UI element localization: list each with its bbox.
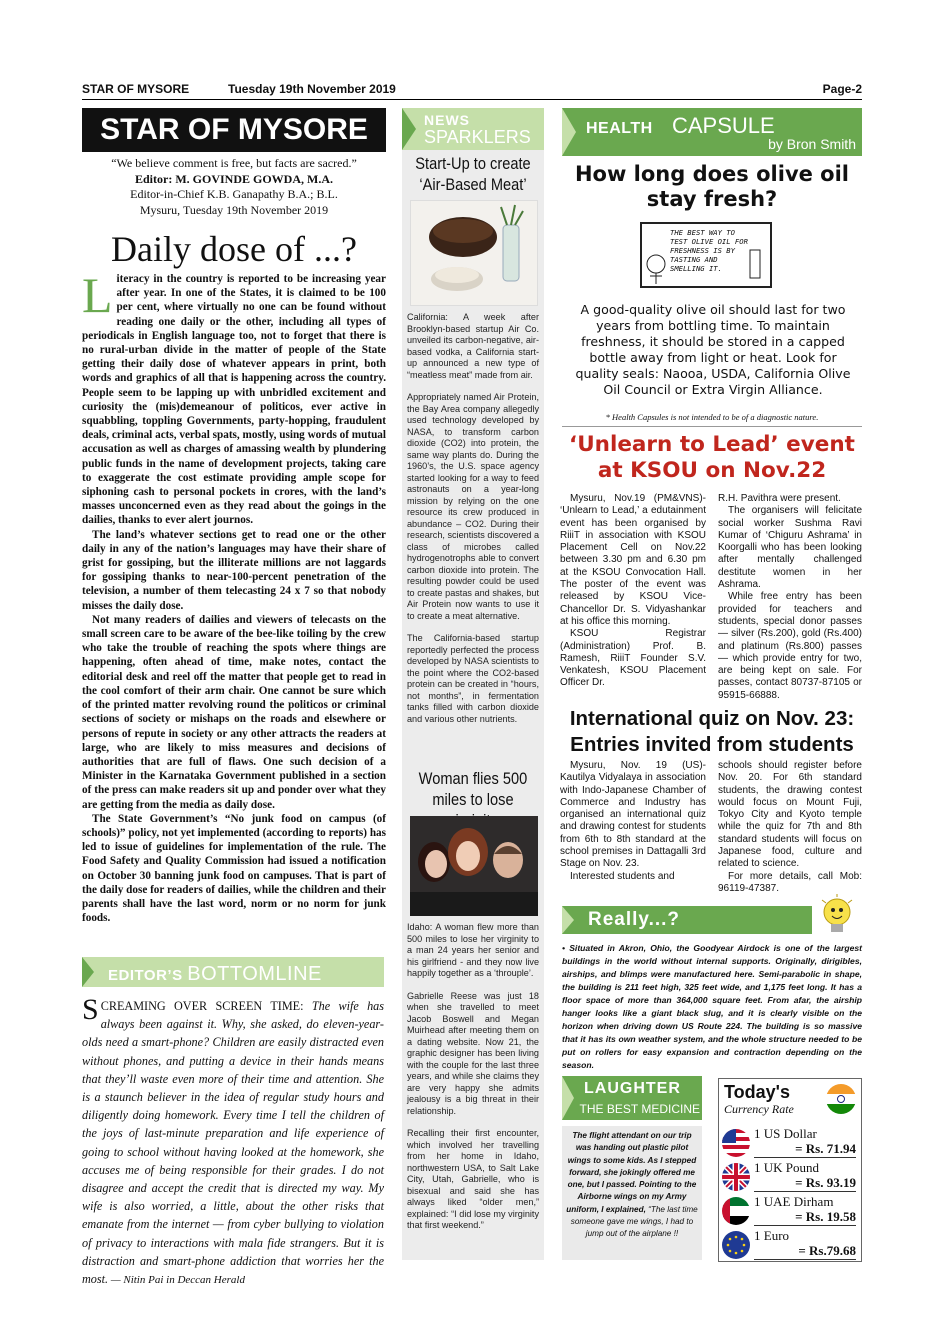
- story2-headline: Woman flies 500 miles to lose: [418, 769, 528, 809]
- story1-headline: Start-Up to create ‘Air-Based Meat’: [415, 154, 531, 194]
- rate-row-gbp: [722, 1160, 858, 1194]
- masthead-info: [82, 156, 386, 218]
- editorial-paragraph: The land’s whatever sections get to read one or the other daily in any of the nation’s languages may have their share of grist for gossiping, but the illiterate millions are not laggards for gossiping thanks to near-100-percent penetration of the television, a number of them telecasting 24 x 7 so that nobody misses the daily dose.: [82, 528, 386, 612]
- masthead-chief: Editor-in-Chief K.B. Ganapathy B.A.; B.L.: [130, 187, 338, 201]
- laughter-header: [562, 1076, 702, 1120]
- health-label-a: HEALTH: [586, 120, 653, 137]
- laughter-body: [562, 1126, 702, 1260]
- unlearn-paragraph: R.H. Pavithra were present.: [718, 493, 841, 504]
- olive-oil-cartoon: [640, 222, 772, 288]
- page-header: [82, 80, 862, 100]
- story1-paragraph: California: A week after Brooklyn-based startup Air Co. unveiled its carbon-negative, air-based vodka, a California start-up announced a new type of “meatless meat” made from air.: [407, 312, 539, 380]
- quiz-col2: [718, 760, 862, 895]
- rate-name: 1 US Dollar: [754, 1126, 817, 1141]
- rate-name: 1 UK Pound: [754, 1160, 820, 1175]
- quiz-headline: International quiz on Nov. 23: Entries invited from students: [569, 707, 855, 756]
- editorial-body: [82, 267, 386, 925]
- editorial-title: Daily dose of ...?: [111, 229, 357, 269]
- unlearn-paragraph: KSOU Registrar (Administration) Prof. B. Ramesh, RiiiT Founder S.V. Venkatesh, KSOU Placement Officer Dr.: [560, 628, 706, 689]
- bottomline-label-b: BOTTOMLINE: [187, 963, 322, 985]
- masthead: STAR OF MYSORE: [82, 108, 386, 152]
- laughter-text: The flight attendant on our trip was handing out plastic pilot wings to some kids. As I stepped forward, she jokingly offered me one, but I passed. Pointing to the Airborne wings on my Army uniform, I explained,: [566, 1131, 697, 1214]
- health-capsule-header: [562, 108, 862, 156]
- really-header: [562, 906, 812, 934]
- editorial-paragraph: iteracy in the country is reported to be increasing year after year. In one of the States, it is claimed to be 100 per cent, where virtually no one can be found without reading one daily or the other, including all types of periodicals in English language too, not to forget that there is no rural-urban divide in the matter of people of the State getting their daily dose of whatever appears in print, both words and graphics of all that is happening across the country. People seem to be lapping up with unbridled excitement and curiosity the (mis)demeanour of politicos, ever active in squabbling, toppling Governments, party-hopping, fraudulent deals, criminal acts, verbal spats, mostly, using words of mutual accusation as well as charges of amassing wealth by plundering public funds in the name of development projects, taking care to exaggerate the cost estimate providing ample scope for siphoning cash to personal pockets in crores, with the land’s masses unconcerned even as they read about the goings in the dailies, thanks to ever alert journos.: [82, 273, 386, 527]
- news-label-b: SPARKLERS: [424, 127, 531, 147]
- quiz-paragraph: schools should register before Nov. 20. For 6th standard students, the drawing contest would focus on Mount Fuji, Tokyo City and Kyoto temple while the quiz for 7th and 8th standard students will focus on Japanese food, culture and related to science.: [718, 760, 862, 870]
- bottomline-arrow: [82, 957, 94, 987]
- laughter-label-a: LAUGHTER: [584, 1080, 681, 1097]
- rate-value: = Rs. 19.58: [754, 1209, 856, 1226]
- masthead-quote: “We believe comment is free, but facts are sacred.”: [111, 156, 357, 170]
- rate-subtitle: Currency Rate: [724, 1102, 794, 1116]
- editorial-paragraph: Not many readers of dailies and viewers of telecasts on the small screen care to be aware of the bee-like toiling by the crew who take the trouble of reaching the spots where things are happening, often ahead of time, make notes, contact the editorial desk and reel off the matter that people get to read in the cool comfort of their arm chair. One cannot be sure which of the printed matter revolving round the politicos or criminal sections of society or mishaps on the roads and elsewhere or persons of repute in society or any other attracts the readers at large, who are likely to miss measures and decisions of authorities that are full of flaws. One such decision of a Minister in the Karnataka Government published in a section of the press can make readers sit up and ponder over what they are getting from the media as daily dose.: [82, 613, 386, 811]
- usa-flag-icon: [722, 1129, 750, 1157]
- health-question: How long does olive oil stay fresh?: [574, 162, 850, 211]
- rate-row-eur: [722, 1228, 858, 1262]
- quiz-col1: [560, 760, 706, 883]
- air-meat-photo: [410, 200, 538, 306]
- really-label: Really...?: [588, 909, 681, 930]
- news-arrow: [402, 108, 416, 150]
- quiz-paragraph: Interested students and: [570, 870, 675, 882]
- bottomline-dropcap: S: [82, 993, 99, 1026]
- lightbulb-icon: [818, 894, 856, 940]
- uk-flag-icon: [722, 1163, 750, 1191]
- health-byline: by Bron Smith: [768, 136, 856, 152]
- bottomline-text: The wife has always been against it. Why, she asked, do eleven-year-olds need a smart-phone? Children are easily distracted even without phones, and putting a device in their hands means that they’ll waste even more of their time and attention. She is a staunch believer in the idea of regular study hours and diligently doing homework. Every time I tell the children of the joys of last-minute preparation and life experience of going to school without having looked at the homework, she accuses me of being responsible for their grades. I do not disagree and accept the credit that is directed my way. My wife is also worried, a little, about the other risks that emanate from the internet — from cyber bullying to violation of privacy to interactions with mala fide strangers. But it is distraction and smart-phone addiction that worries her the most.: [82, 999, 384, 1287]
- unlearn-paragraph: While free entry has been provided for teachers and students, special donor passes — silver (Rs.200), gold (Rs.400) and platinum (Rs.800) passes — which provide entry for two, are being kept on sale. For passes, contact 80737-87105 or 95915-66888.: [718, 591, 862, 701]
- eu-flag-icon: [722, 1231, 750, 1259]
- india-flag-icon: [826, 1084, 856, 1114]
- bottomline-credit: — Nitin Pai in Deccan Herald: [108, 1274, 245, 1287]
- masthead-editor: Editor: M. GOVINDE GOWDA, M.A.: [135, 171, 333, 186]
- unlearn-paragraph: The organisers will felicitate social worker Sushma Ravi Kumar of ‘Chiguru Ashrama’ in Koorgalli who has been looking after mentally challenged destitute women in her Ashrama.: [718, 505, 862, 591]
- really-arrow: [562, 906, 574, 934]
- throuple-photo: [410, 816, 538, 916]
- rate-value: = Rs.79.68: [754, 1243, 856, 1260]
- health-body: A good-quality olive oil should last for two years from bottling time. To maintain freshness, it should be stored in a capped bottle away from light or heat. Look for quality seals: Naooa, USDA, California Olive Oil Council or Extra Virgin Alliance.: [575, 302, 851, 397]
- really-body: • Situated in Akron, Ohio, the Goodyear Airdock is one of the largest buildings in the world without internal supports. Originally, dirigibles, airships, and blimps were manufactured here. Semi-parabolic in shape, the building is 211 feet high, 325 feet wide, and 1,175 feet long. It has a floor space of more than 364,000 square feet. From afar, the airship hanger looks like a giant black slug, and it is clearly visible on the horizon when driving down US Route 224. The building is so massive that it has its own weather system, and the whole structure needed to be put on rollers for easy expansion and contraction depending on the season.: [562, 943, 862, 1070]
- uae-flag-icon: [722, 1197, 750, 1225]
- editorial-paragraph: The State Government’s “No junk food on campus (of schools)” policy, not yet implemented (according to reports) has led to issue of guidelines for implementation of the rule. The Food Safety and Quality Commission had issued a notification on October 30 banning junk food on campuses. That is part of the daily dose for readers of dailies, while the children and their parents shall have the last word, norm or no norm for junk foods.: [82, 812, 386, 925]
- story2-paragraph: Recalling their first encounter, which involved her travelling from her home in Idaho, northwestern USA, to Salt Lake City, Utah, Gabrielle, who is bisexual and said she has always liked “older men,” explained: “I did lose my virginity that first weekend.”: [407, 1128, 539, 1230]
- rate-name: 1 Euro: [754, 1228, 790, 1243]
- rate-title: Today's: [724, 1082, 790, 1102]
- news-label-a: NEWS: [424, 112, 470, 128]
- rate-row-usd: [722, 1126, 858, 1160]
- masthead-dateline: Mysuru, Tuesday 19th November 2019: [139, 202, 329, 217]
- story1-paragraph: The California-based startup reportedly perfected the process developed by NASA scientists to the point where the CO2-based protein can be created in “hours, not months”, in fermentation tanks filled with carbon dioxide and various other nutrients.: [407, 633, 539, 724]
- unlearn-col1: [560, 493, 706, 690]
- story1-body: [407, 312, 539, 736]
- rate-row-aed: [722, 1194, 858, 1228]
- quiz-paragraph: For more details, call Mob: 96119-47387.: [718, 870, 862, 894]
- laughter-quote: “The last time someone gave me wings, I had to jump out of the airplane !!: [570, 1204, 698, 1239]
- bottomline-body: [82, 993, 384, 1289]
- header-date: Tuesday 19th November 2019: [228, 82, 396, 96]
- divider: [562, 426, 862, 427]
- story2-paragraph: Idaho: A woman flew more than 500 miles to lose her virginity to a man 24 years her senior and his girlfriend - and they now live happily together as a ‘throuple’.: [407, 922, 539, 978]
- bottomline-lead: CREAMING OVER SCREEN TIME:: [100, 999, 304, 1013]
- bottomline-label-a: EDITOR’S: [108, 967, 183, 984]
- cartoon-caption: THE BEST WAY TO TEST OLIVE OIL FOR FRESHNESS IS BY TASTING AND SMELLING IT.: [670, 228, 748, 273]
- health-arrow: [562, 108, 576, 156]
- news-sparklers-header: [402, 108, 544, 150]
- health-note: * Health Capsules is not intended to be of a diagnostic nature.: [605, 412, 819, 422]
- rate-value: = Rs. 71.94: [754, 1141, 856, 1158]
- story1-paragraph: Appropriately named Air Protein, the Bay Area company allegedly used technology developed by NASA, to transform carbon dioxide (CO2) into protein, the same way plants do. During the 1960’s, the U.S. space agency started looking for a way to feed astronauts on a year-long mission by relying on the one resource its crew produced in abundance – CO2. During their research, scientists discovered a class of microbes called hydrogenotrophs able to convert carbon dioxide into protein. The resulting powder could be used to create pastas and shakes, but Air Protein now wants to use it to create a meat alternative.: [407, 392, 539, 621]
- editorial-dropcap: L: [82, 267, 113, 323]
- header-paper-name: STAR OF MYSORE: [82, 82, 190, 96]
- header-page-number: Page-2: [822, 82, 862, 96]
- laughter-label-b: THE BEST MEDICINE: [579, 1102, 700, 1116]
- quiz-paragraph: Mysuru, Nov. 19 (US)- Kautilya Vidyalaya in association with Indo-Japanese Chamber of Commerce and Industry has organised an international quiz and drawing contest for students from 6th to 8th standard at the school premises in Dattagalli 3rd Stage on Nov. 23.: [560, 760, 706, 870]
- rate-name: 1 UAE Dirham: [754, 1194, 834, 1209]
- unlearn-headline: ‘Unlearn to Lead’ event at KSOU on Nov.22: [569, 432, 855, 483]
- story2-paragraph: Gabrielle Reese was just 18 when she travelled to meet Jacob Boswell and Megan Muirhead after meeting them on a dating website. Now 21, the graphic designer has been living with the couple for the last three years, and while she claims they are very happy she admits jealousy is a big threat in their relationship.: [407, 990, 539, 1116]
- unlearn-col2: [718, 493, 862, 702]
- unlearn-paragraph: Mysuru, Nov.19 (PM&VNS)- ‘Unlearn to Lead,’ a edutainment event has been organised by RiiiT in association with KSOU Placement Cell on Nov.22 between 3.30 pm and 6.30 pm at the KSOU Convocation Hall. The poster of the event was released by KSOU Vice-Chancellor Dr. S. Vidyashankar at his office this morning.: [560, 493, 706, 627]
- rate-value: = Rs. 93.19: [754, 1175, 856, 1192]
- story2-body: [407, 922, 539, 1243]
- health-label-b: CAPSULE: [672, 113, 775, 138]
- bottomline-header: [82, 957, 384, 987]
